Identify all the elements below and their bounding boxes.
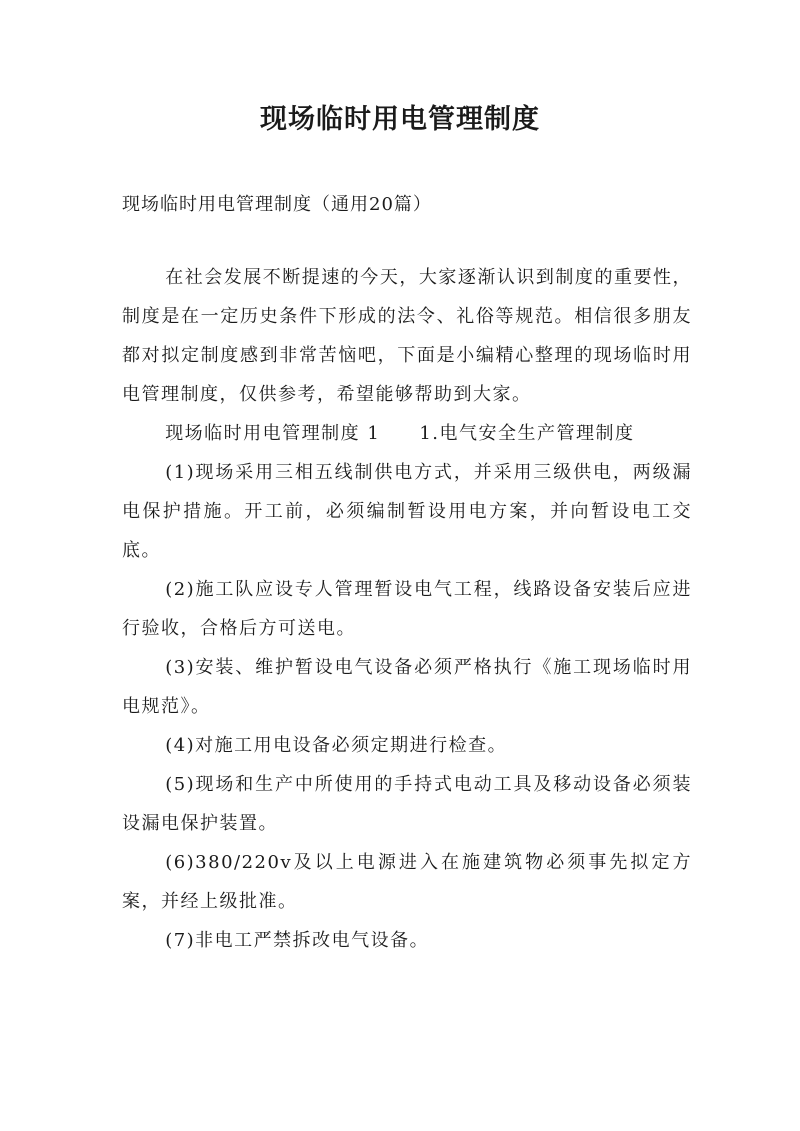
list-item: (3)安装、维护暂设电气设备必须严格执行《施工现场临时用电规范》。: [122, 657, 692, 717]
list-item: (4)对施工用电设备必须定期进行检查。: [165, 735, 508, 756]
list-item: (1)现场采用三相五线制供电方式，并采用三级供电，两级漏电保护措施。开工前，必须编制暂设用电方案，并向暂设电工交底。: [122, 462, 692, 561]
list-item: (2)施工队应设专人管理暂设电气工程，线路设备安装后应进行验收，合格后方可送电。: [122, 579, 692, 639]
list-item: (6)380/220v及以上电源进入在施建筑物必须事先拟定方案，并经上级批准。: [122, 852, 692, 912]
document-subtitle: 现场临时用电管理制度（通用20篇）: [122, 194, 432, 215]
intro-paragraph: 在社会发展不断提速的今天，大家逐渐认识到制度的重要性，制度是在一定历史条件下形成的法令、礼俗等规范。相信很多朋友都对拟定制度感到非常苦恼吧，下面是小编精心整理的现场临时用电管理制度，仅供参考，希望能够帮助到大家。: [122, 267, 692, 405]
list-item: (5)现场和生产中所使用的手持式电动工具及移动设备必须装设漏电保护装置。: [122, 774, 692, 834]
document-title: 现场临时用电管理制度: [260, 104, 540, 135]
document-body: [122, 258, 692, 960]
list-item: (7)非电工严禁拆改电气设备。: [165, 930, 430, 951]
section-heading: 现场临时用电管理制度 1 1.电气安全生产管理制度: [165, 423, 635, 444]
